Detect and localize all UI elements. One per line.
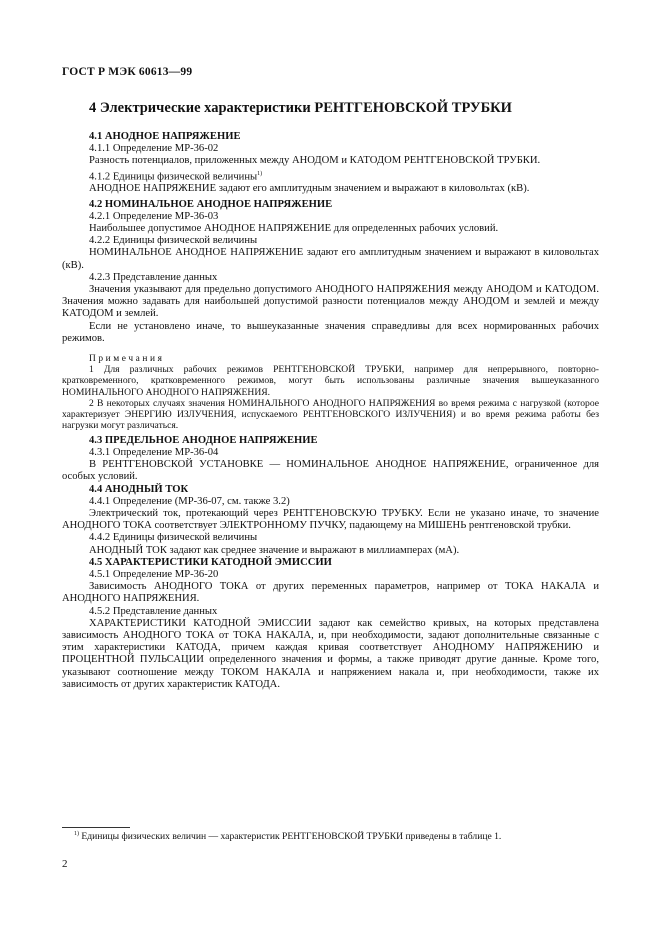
document-page bbox=[62, 66, 599, 691]
data-label: 4.5.2 Представление данных bbox=[89, 605, 218, 617]
units-text: АНОДНЫЙ ТОК задают как среднее значение и выражают в миллиамперах (мА). bbox=[89, 544, 460, 556]
subsection-4-2 bbox=[62, 199, 599, 345]
footnote-text: Единицы физических величин — характеристик РЕНТГЕНОВСКОЙ ТРУБКИ приведены в таблице 1. bbox=[81, 831, 502, 843]
definition-text: Наибольшее допустимое АНОДНОЕ НАПРЯЖЕНИЕ для определенных рабочих условий. bbox=[89, 222, 499, 234]
units-text: АНОДНОЕ НАПРЯЖЕНИЕ задают его амплитудным значением и выражают в киловольтах (кВ). bbox=[89, 183, 530, 195]
data-text-2: Если не установлено иначе, то вышеуказанные значения справедливы для всех нормированных рабочих режимов. bbox=[62, 320, 599, 344]
definition-label: 4.3.1 Определение МР-36-04 bbox=[89, 446, 219, 458]
subsection-4-1 bbox=[62, 131, 599, 196]
data-label: 4.2.3 Представление данных bbox=[89, 271, 218, 283]
definition-text: Зависимость АНОДНОГО ТОКА от других переменных параметров, например от ТОКА НАКАЛА и АНОДНОГО НАПРЯЖЕНИЯ. bbox=[62, 581, 599, 605]
definition-label: 4.2.1 Определение МР-36-03 bbox=[89, 210, 219, 222]
footnote-ref: 1) bbox=[257, 170, 263, 177]
units-label: 4.2.2 Единицы физической величины bbox=[89, 235, 258, 247]
data-text: ХАРАКТЕРИСТИКИ КАТОДНОЙ ЭМИССИИ задают как семейство кривых, на которых представлена зависимость АНОДНОГО ТОКА от ТОКА НАКАЛА, и, при необходимости, задают дополнительные связанные с этим характеристики КАТОДА, причем каждая кривая соответствует АНОДНОМУ НАПРЯЖЕНИЮ и ПРОЦЕНТНОЙ ПУЛЬСАЦИИ определенного значения и формы, а также приводят другие данные. Кроме того, указывают соотношение между ТОКОМ НАКАЛА и напряжением накала и, при необходимости, также их зависимость от других характеристик КАТОДА. bbox=[62, 617, 599, 690]
note-1: 1 Для различных рабочих режимов РЕНТГЕНОВСКОЙ ТРУБКИ, например для непрерывного, повторно-кратковременного, кратковременного режимов, могут быть использованы различные значения вышеуказанного НОМИНАЛЬНОГО АНОДНОГО НАПРЯЖЕНИЯ. bbox=[62, 363, 599, 398]
note-2: 2 В некоторых случаях значения НОМИНАЛЬНОГО АНОДНОГО НАПРЯЖЕНИЯ во время режима с нагрузкой (которое характеризует ЭНЕРГИЮ ИЗЛУЧЕНИЯ, испускаемого РЕНТГЕНОВСКОГО ИЗЛУЧЕНИЯ) и во время режима работы без нагрузки могут различаться. bbox=[62, 397, 599, 432]
footnote-divider bbox=[62, 827, 130, 828]
subsection-title: 4.5 ХАРАКТЕРИСТИКИ КАТОДНОЙ ЭМИССИИ bbox=[89, 556, 332, 568]
subsection-title: 4.3 ПРЕДЕЛЬНОЕ АНОДНОЕ НАПРЯЖЕНИЕ bbox=[89, 434, 318, 446]
subsection-4-4 bbox=[62, 484, 599, 557]
data-text: Значения указывают для предельно допустимого АНОДНОГО НАПРЯЖЕНИЯ между АНОДОМ и КАТОДОМ. Значения можно задавать для наибольшей допустимой разности потенциалов между АНОДОМ и землей и между КАТОДОМ и землей. bbox=[62, 283, 599, 320]
definition-text: Электрический ток, протекающий через РЕНТГЕНОВСКУЮ ТРУБКУ. Если не указано иначе, то значение АНОДНОГО ТОКА соответствует ЭЛЕКТРОННОМУ ПУЧКУ, падающему на МИШЕНЬ рентгеновской трубки. bbox=[62, 507, 599, 532]
section-title: 4 Электрические характеристики РЕНТГЕНОВСКОЙ ТРУБКИ bbox=[89, 100, 512, 116]
notes-heading: Примечания bbox=[89, 353, 165, 364]
footnote bbox=[62, 831, 611, 842]
subsection-title: 4.1 АНОДНОЕ НАПРЯЖЕНИЕ bbox=[89, 131, 241, 142]
notes-block bbox=[62, 354, 599, 432]
definition-text: Разность потенциалов, приложенных между АНОДОМ и КАТОДОМ РЕНТГЕНОВСКОЙ ТРУБКИ. bbox=[89, 155, 541, 167]
subsection-title: 4.4 АНОДНЫЙ ТОК bbox=[89, 483, 189, 495]
page-number: 2 bbox=[62, 858, 68, 870]
units-label: 4.4.2 Единицы физической величины bbox=[89, 532, 258, 544]
units-text: НОМИНАЛЬНОЕ АНОДНОЕ НАПРЯЖЕНИЕ задают его амплитудным значением и выражают в киловольтах (кВ). bbox=[62, 247, 599, 271]
footnote-mark: 1) bbox=[74, 831, 79, 837]
units-label: 4.1.2 Единицы физической величины$^{1)}$ bbox=[89, 170, 263, 183]
definition-label: 4.5.1 Определение МР-36-20 bbox=[89, 569, 219, 580]
definition-text: В РЕНТГЕНОВСКОЙ УСТАНОВКЕ — НОМИНАЛЬНОЕ АНОДНОЕ НАПРЯЖЕНИЕ, ограниченное для особых условий. bbox=[62, 459, 599, 483]
document-header: ГОСТ Р МЭК 60613—99 bbox=[62, 66, 193, 78]
definition-label: 4.4.1 Определение (МР-36-07, см. также 3.2) bbox=[89, 495, 290, 507]
subsection-4-5 bbox=[62, 557, 599, 691]
subsection-title: 4.2 НОМИНАЛЬНОЕ АНОДНОЕ НАПРЯЖЕНИЕ bbox=[89, 198, 333, 210]
subsection-4-3 bbox=[62, 435, 599, 484]
definition-label: 4.1.1 Определение МР-36-02 bbox=[89, 143, 219, 155]
